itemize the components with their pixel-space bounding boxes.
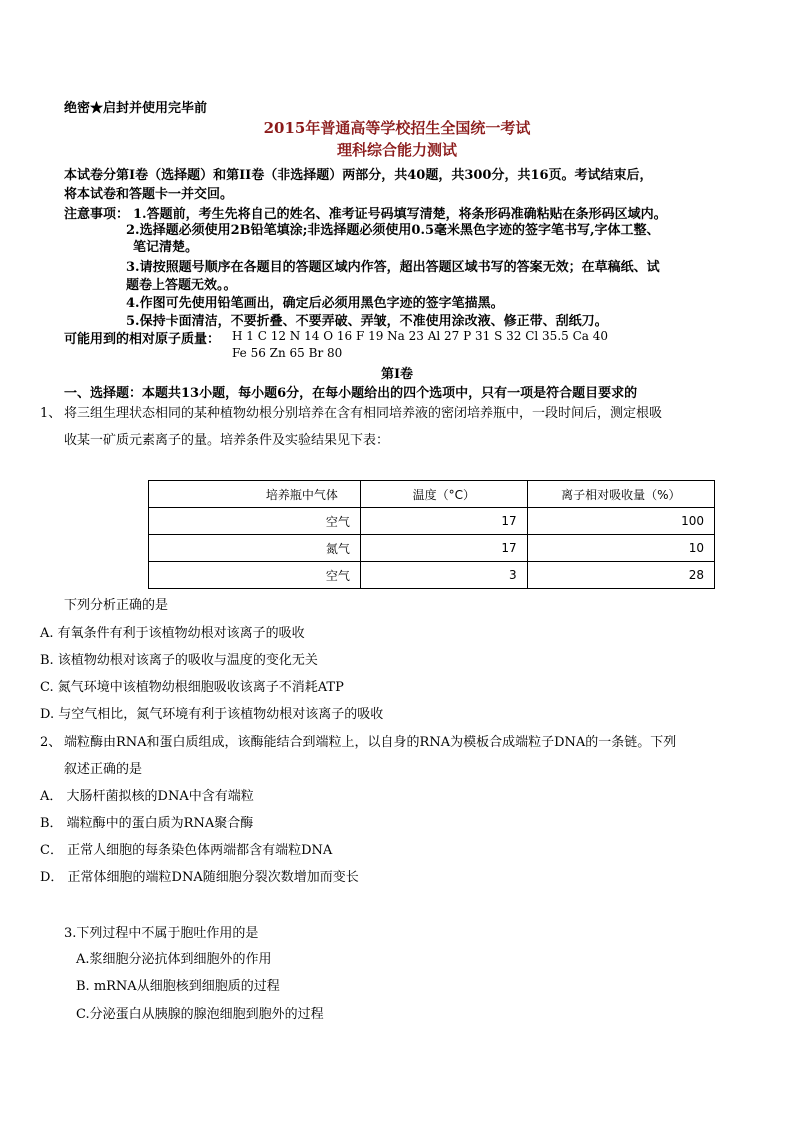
section-title: 第Ⅰ卷 (380, 367, 414, 382)
cell-absorption: 28 (527, 562, 714, 589)
col-gas: 培养瓶中气体 (149, 481, 361, 508)
note-3a: 3.请按照题号顺序在各题目的答题区域内作答，超出答题区域书写的答案无效；在草稿纸、试 (126, 260, 660, 275)
confidential-notice: 绝密★启封并使用完毕前 (64, 101, 208, 116)
q1-option-d: D. 与空气相比，氮气环境有利于该植物幼根对该离子的吸收 (40, 707, 384, 722)
q3-stem: 3.下列过程中不属于胞吐作用的是 (64, 926, 259, 941)
table-row (149, 562, 715, 589)
note-4: 4.作图可先使用铅笔画出，确定后必须用黑色字迹的签字笔描黑。 (126, 296, 504, 311)
q3-option-b: B. mRNA从细胞核到细胞质的过程 (76, 979, 280, 994)
q2-option-d: D． 正常体细胞的端粒DNA随细胞分裂次数增加而变长 (40, 870, 359, 885)
note-1: 1.答题前，考生先将自己的姓名、准考证号码填写清楚，将条形码准确粘贴在条形码区域内。 (133, 207, 667, 222)
q2-number: 2、 (40, 735, 62, 750)
q1-option-b: B. 该植物幼根对该离子的吸收与温度的变化无关 (40, 653, 318, 668)
cell-gas: 氮气 (149, 535, 361, 562)
q1-ask: 下列分析正确的是 (64, 598, 169, 613)
q2-stem-1: 端粒酶由RNA和蛋白质组成，该酶能结合到端粒上，以自身的RNA为模板合成端粒子DNA的一条链。下列 (64, 735, 677, 750)
q2-option-b: B． 端粒酶中的蛋白质为RNA聚合酶 (40, 816, 254, 831)
q1-number: 1、 (40, 406, 62, 421)
col-absorption: 离子相对吸收量（%） (527, 481, 714, 508)
q2-stem-2: 叙述正确的是 (64, 762, 143, 777)
q1-option-c: C. 氮气环境中该植物幼根细胞吸收该离子不消耗ATP (40, 680, 344, 695)
table-row (149, 535, 715, 562)
notes-label: 注意事项： (64, 207, 130, 222)
col-temperature: 温度（°C） (360, 481, 527, 508)
cell-gas: 空气 (149, 508, 361, 535)
intro-line-2: 将本试卷和答题卡一并交回。 (64, 187, 234, 202)
exam-title: 2015年普通高等学校招生全国统一考试 (263, 119, 531, 137)
note-2a: 2.选择题必须使用2B铅笔填涂;非选择题必须使用0.5毫米黑色字迹的签字笔书写,字体工整、 (126, 223, 660, 238)
cell-temperature: 17 (360, 508, 527, 535)
q1-stem-1: 将三组生理状态相同的某种植物幼根分别培养在含有相同培养液的密闭培养瓶中，一段时间后，测定根吸 (64, 406, 663, 421)
exam-subtitle: 理科综合能力测试 (336, 141, 457, 159)
cell-temperature: 17 (360, 535, 527, 562)
q1-stem-2: 收某一矿质元素离子的量。培养条件及实验结果见下表： (64, 433, 390, 448)
q2-option-a: A． 大肠杆菌拟核的DNA中含有端粒 (40, 789, 254, 804)
table-header-row (149, 481, 715, 508)
note-5: 5.保持卡面清洁，不要折叠、不要弄破、弄皱，不准使用涂改液、修正带、刮纸刀。 (126, 314, 608, 329)
atomic-mass-line-2: Fe 56 Zn 65 Br 80 (232, 346, 343, 360)
culture-results-table (148, 480, 715, 589)
note-2b: 笔记清楚。 (133, 240, 199, 255)
intro-line-1: 本试卷分第Ⅰ卷（选择题）和第II卷（非选择题）两部分，共40题，共300分，共16页。考试结束后， (64, 168, 653, 183)
table-row (149, 508, 715, 535)
q3-option-c: C.分泌蛋白从胰腺的腺泡细胞到胞外的过程 (76, 1007, 324, 1022)
atomic-mass-line-1: H 1 C 12 N 14 O 16 F 19 Na 23 Al 27 P 31 S 32 Cl 35.5 Ca 40 (232, 329, 609, 343)
section-instruction: 一、选择题：本题共13小题，每小题6分，在每小题给出的四个选项中，只有一项是符合题目要求的 (64, 386, 638, 401)
q2-option-c: C． 正常人细胞的每条染色体两端都含有端粒DNA (40, 843, 333, 858)
note-3b: 题卷上答题无效。。 (126, 278, 237, 293)
atomic-mass-label: 可能用到的相对原子质量： (64, 332, 221, 347)
cell-absorption: 10 (527, 535, 714, 562)
q1-option-a: A. 有氧条件有利于该植物幼根对该离子的吸收 (40, 626, 305, 641)
cell-absorption: 100 (527, 508, 714, 535)
cell-temperature: 3 (360, 562, 527, 589)
q3-option-a: A.浆细胞分泌抗体到细胞外的作用 (76, 952, 272, 967)
cell-gas: 空气 (149, 562, 361, 589)
